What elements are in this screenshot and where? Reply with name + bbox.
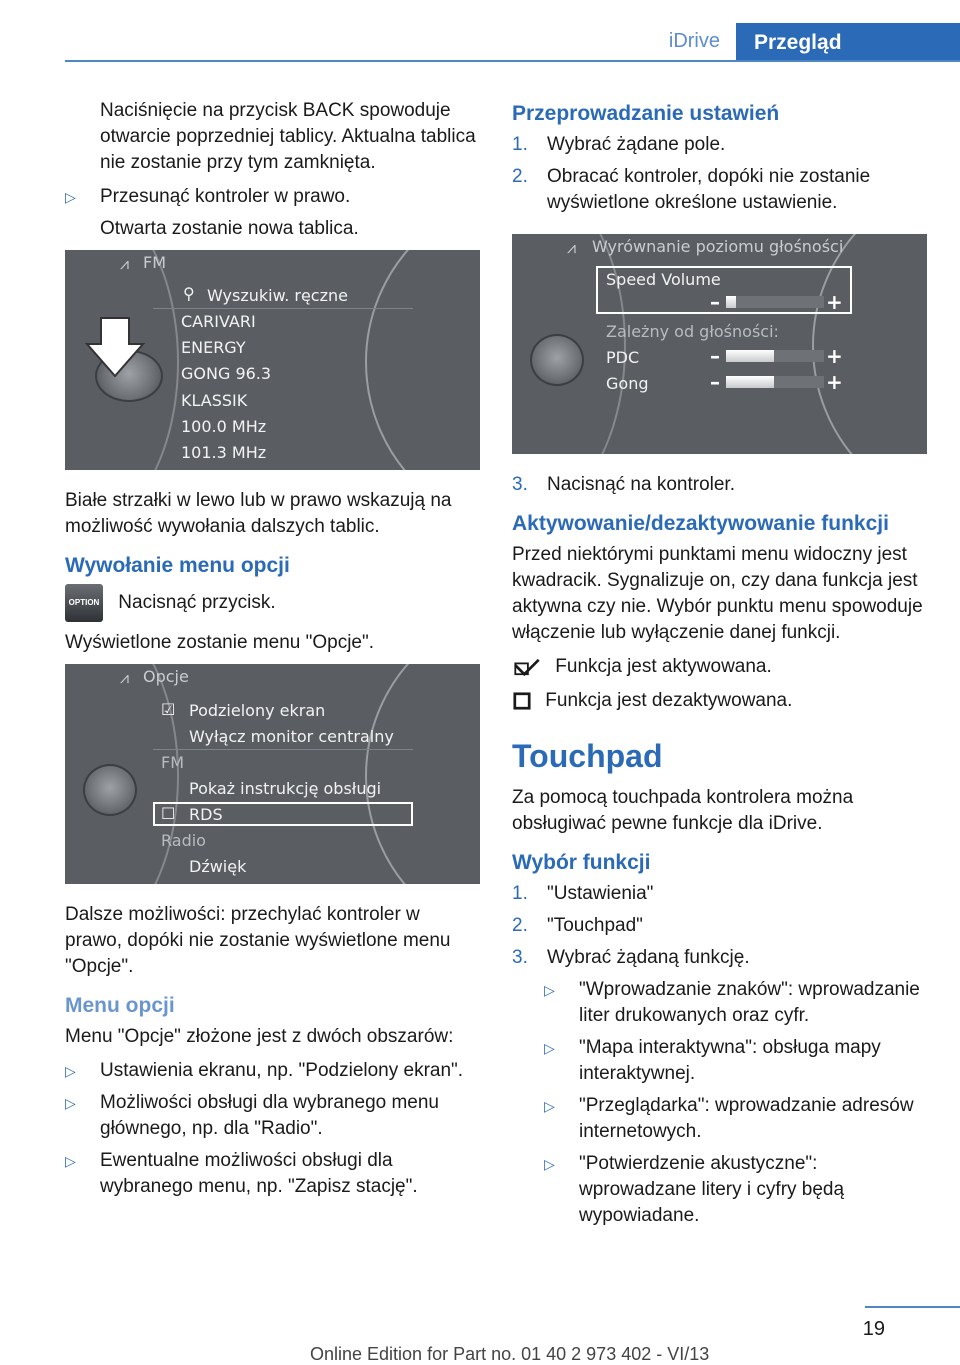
step-text: "Touchpad" <box>547 915 643 936</box>
bullet <box>65 1058 480 1084</box>
controller-knob-icon <box>530 334 584 386</box>
step <box>512 472 927 498</box>
unchecked-box-icon <box>512 692 532 710</box>
sub-bullet <box>512 1035 927 1087</box>
triangle-bullet-icon: ▷ <box>65 1095 76 1111</box>
page-number: 19 <box>862 1318 885 1340</box>
toggle-paragraph: Przed niektórymi punktami menu widoczny jest kwadracik. Sygnalizuje on, czy dana funkcja jest aktywna czy nie. Wybór punktu menu spowoduje włączenie lub wyłączenie danej funkcji. <box>512 544 923 643</box>
right-column <box>512 102 927 1235</box>
divider <box>153 749 413 750</box>
screen-arc-right <box>365 250 480 470</box>
bullet-text: Możliwości obsługi dla wybranego menu głównego, np. dla "Radio". <box>100 1092 440 1139</box>
antenna-icon: ⩘ <box>120 254 130 273</box>
screen2-item: Dźwięk <box>189 857 247 876</box>
screenshot-options <box>65 664 480 884</box>
triangle-bullet-icon: ▷ <box>544 982 555 998</box>
bullet-text: Ewentualne możliwości obsługi dla wybranego menu, np. "Zapisz stację". <box>100 1150 418 1197</box>
checkbox-icon: ☐ <box>161 804 176 823</box>
screen1-item: 100.0 MHz <box>181 417 267 436</box>
screen2-item: Pokaż instrukcję obsługi <box>189 779 382 798</box>
heading-toggle: Aktywowanie/dezaktywowanie funkcji <box>512 512 889 535</box>
back-paragraph: Naciśnięcie na przycisk BACK spowoduje otwarcie poprzedniej tablicy. Aktualna tablica nie zostanie przy tym zamknięta. <box>100 100 476 173</box>
step-text: Obracać kontroler, dopóki nie zostanie wyświetlone określone ustawienie. <box>547 166 871 213</box>
screen1-item: ENERGY <box>181 338 246 357</box>
arrows-paragraph: Białe strzałki w lewo lub w prawo wskazują na możliwość wywołania dalszych tablic. <box>65 490 452 537</box>
new-table-paragraph: Otwarta zostanie nowa tablica. <box>100 218 359 239</box>
antenna-icon: ⩘ <box>120 668 130 687</box>
left-column <box>65 98 480 1206</box>
step <box>512 881 927 907</box>
step <box>512 164 927 216</box>
minus-icon: – <box>710 344 720 368</box>
step <box>512 132 927 158</box>
controller-knob-icon <box>83 764 137 816</box>
footer-rule <box>865 1306 960 1308</box>
active-text: Funkcja jest aktywowana. <box>555 656 772 677</box>
screen1-item: Wyszukiw. ręczne <box>207 286 348 305</box>
screenshot-fm <box>65 250 480 470</box>
header-rule <box>65 60 960 62</box>
triangle-bullet-icon: ▷ <box>65 189 76 205</box>
section-label: iDrive <box>668 30 720 52</box>
sub-bullet <box>512 1093 927 1145</box>
triangle-bullet-icon: ▷ <box>544 1040 555 1056</box>
dependent-label: Zależny od głośności: <box>606 322 779 341</box>
more-paragraph: Dalsze możliwości: przechylać kontroler w prawo, dopóki nie zostanie wyświetlone menu "Opcje". <box>65 904 451 977</box>
down-arrow-icon <box>85 316 145 380</box>
checked-box-icon <box>512 658 542 676</box>
step <box>512 945 927 971</box>
step-text: Wybrać żądane pole. <box>547 134 726 155</box>
bullet-text: "Wprowadzanie znaków": wprowadzanie liter drukowanych oraz cyfr. <box>579 979 920 1026</box>
screen-arc-right <box>365 664 480 884</box>
inactive-line <box>512 688 927 714</box>
step-text: "Ustawienia" <box>547 883 654 904</box>
chapter-tab: Przegląd <box>736 23 960 62</box>
step <box>512 913 927 939</box>
plus-icon: + <box>826 290 843 314</box>
step-text: Wybrać żądaną funkcję. <box>547 947 750 968</box>
step-number: 2. <box>512 915 528 936</box>
screen3-title: Wyrównanie poziomu głośności <box>592 237 844 256</box>
inactive-text: Funkcja jest dezaktywowana. <box>545 690 793 711</box>
antenna-icon: ⩘ <box>567 238 577 257</box>
level-bar <box>726 296 736 308</box>
triangle-bullet-icon: ▷ <box>544 1098 555 1114</box>
edition-text: Online Edition for Part no. 01 40 2 973 402 - VI/13 <box>310 1344 710 1364</box>
page-header <box>0 0 960 60</box>
step-number: 2. <box>512 166 528 187</box>
screen1-item: GONG 96.3 <box>181 364 272 383</box>
heading-settings: Przeprowadzanie ustawień <box>512 102 780 125</box>
menu-paragraph: Menu "Opcje" złożone jest z dwóch obszarów: <box>65 1026 454 1047</box>
pdc-label: PDC <box>606 348 640 367</box>
screen1-item: CARIVARI <box>181 312 256 331</box>
option-line <box>65 584 480 622</box>
bullet-text: Ustawienia ekranu, np. "Podzielony ekran". <box>100 1060 464 1081</box>
level-bar <box>726 376 774 388</box>
step-number: 1. <box>512 883 528 904</box>
speed-volume-label: Speed Volume <box>606 270 721 289</box>
heading-menu: Menu opcji <box>65 994 175 1017</box>
heading-option-menu: Wywołanie menu opcji <box>65 554 290 577</box>
heading-touchpad: Touchpad <box>512 738 663 774</box>
screen2-group: Radio <box>161 831 206 850</box>
step-number: 3. <box>512 947 528 968</box>
screen1-title: FM <box>143 253 167 272</box>
heading-select: Wybór funkcji <box>512 851 651 874</box>
divider <box>153 308 413 309</box>
option-button-icon: OPTION <box>65 584 103 622</box>
check-icon: ☑ <box>161 700 176 719</box>
minus-icon: – <box>710 290 720 314</box>
screen1-item: KLASSIK <box>181 391 248 410</box>
step-text: Nacisnąć na kontroler. <box>547 474 735 495</box>
sub-bullet <box>512 977 927 1029</box>
active-line <box>512 654 927 680</box>
screen2-title: Opcje <box>143 667 189 686</box>
search-icon: ⚲ <box>183 284 195 303</box>
step-number: 1. <box>512 134 528 155</box>
plus-icon: + <box>826 370 843 394</box>
bullet <box>65 1090 480 1142</box>
screen2-item: Podzielony ekran <box>189 701 326 720</box>
screen2-item: Wyłącz monitor centralny <box>189 727 394 746</box>
press-text: Nacisnąć przycisk. <box>118 592 276 614</box>
triangle-bullet-icon: ▷ <box>65 1153 76 1169</box>
bullet-text: Przesunąć kontroler w prawo. <box>100 186 351 207</box>
bullet-text: "Potwierdzenie akustyczne": wprowadzane litery i cyfry będą wypowiadane. <box>579 1153 845 1226</box>
screen2-item: RDS <box>189 805 223 824</box>
bullet-text: "Mapa interaktywna": obsługa mapy interaktywnej. <box>579 1037 881 1084</box>
minus-icon: – <box>710 370 720 394</box>
triangle-bullet-icon: ▷ <box>65 1063 76 1079</box>
triangle-bullet-icon: ▷ <box>544 1156 555 1172</box>
step-number: 3. <box>512 474 528 495</box>
level-bar <box>726 350 774 362</box>
bullet-text: "Przeglądarka": wprowadzanie adresów internetowych. <box>579 1095 914 1142</box>
touchpad-paragraph: Za pomocą touchpada kontrolera można obsługiwać pewne funkcje dla iDrive. <box>512 787 854 834</box>
gong-label: Gong <box>606 374 649 393</box>
shown-paragraph: Wyświetlone zostanie menu "Opcje". <box>65 632 375 653</box>
screenshot-volume <box>512 234 927 454</box>
bullet-move <box>65 184 480 210</box>
sub-bullet <box>512 1151 927 1229</box>
screen1-item: 101.3 MHz <box>181 443 267 462</box>
bullet <box>65 1148 480 1200</box>
level-track <box>726 296 824 308</box>
screen2-group: FM <box>161 753 185 772</box>
plus-icon: + <box>826 344 843 368</box>
